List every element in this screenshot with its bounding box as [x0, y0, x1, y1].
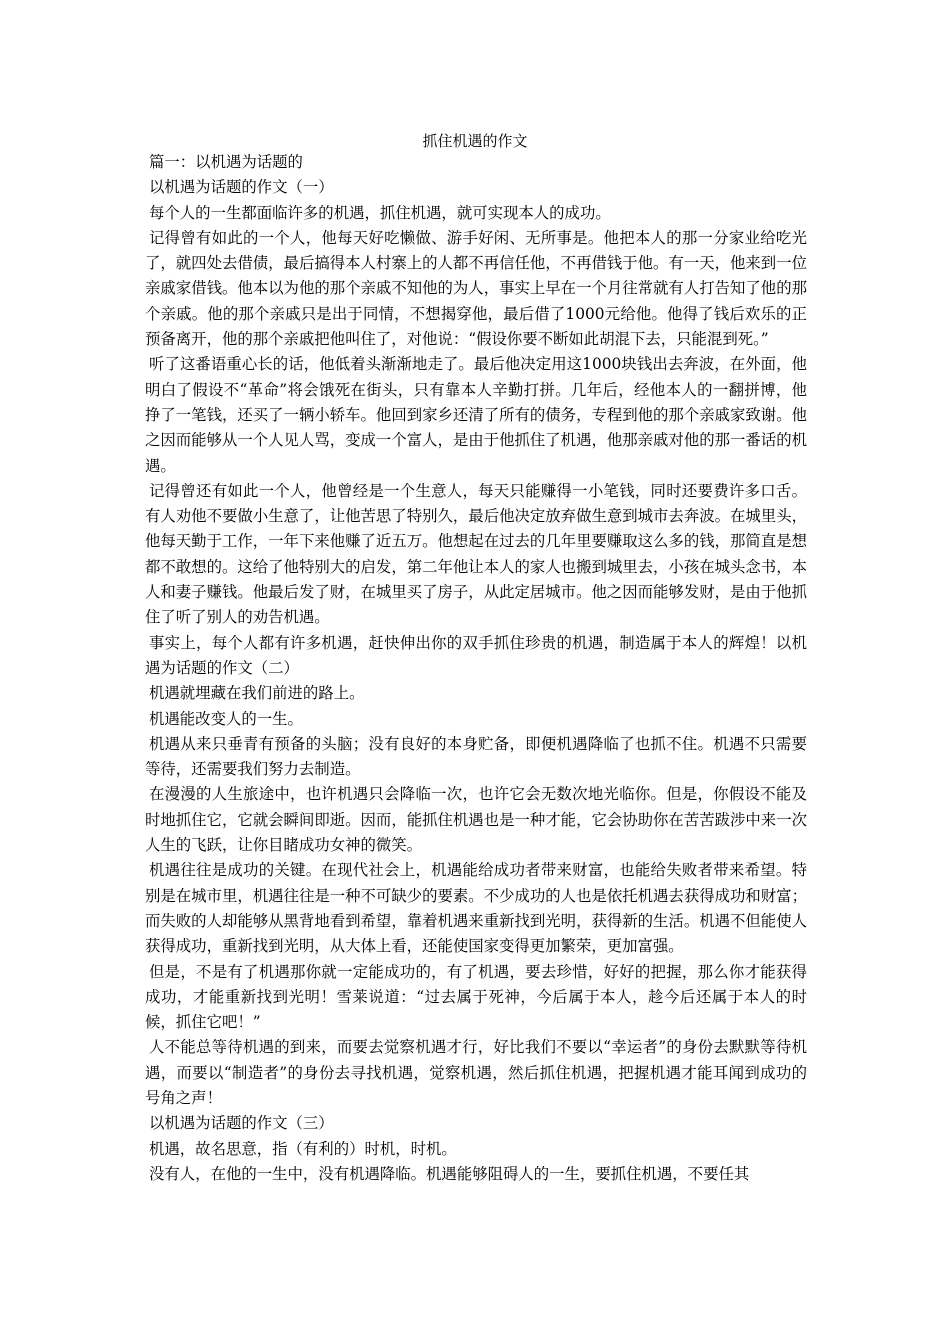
paragraph: 记得曾还有如此一个人，他曾经是一个生意人，每天只能赚得一小笔钱，同时还要费许多口舌。有人劝他不要做小生意了，让他苦思了特别久，最后他决定放弃做生意到城市去奔波。在城里头，他每天勤于工作，一年下来他赚了近五万。他想起在过去的几年里要赚取这么多的钱，那简直是想都不敢想的。这给了他特别大的启发，第二年他让本人的家人也搬到城里去，小孩在城头念书，本人和妻子赚钱。他最后发了财，在城里买了房子，从此定居城市。他之因而能够发财，是由于他抓住了听了别人的劝告机遇。	[145, 481, 807, 627]
paragraph: 记得曾有如此的一个人，他每天好吃懒做、游手好闲、无所事是。他把本人的那一分家业给吃光了，就四处去借债，最后搞得本人村寨上的人都不再信任他，不再借钱于他。有一天，他来到一位亲戚家借钱。他本以为他的那个亲戚不知他的为人，事实上早在一个月往常就有人打告知了他的那个亲戚。他的那个亲戚只是出于同情，不想揭穿他，最后借了1000元给他。他得了钱后欢乐的正预备离开，他的那个亲戚把他叫住了，对他说：“假设你要不断如此胡混下去，只能混到死。”	[145, 228, 807, 349]
paragraph: 机遇往往是成功的关键。在现代社会上，机遇能给成功者带来财富，也能给失败者带来希望。特别是在城市里，机遇往往是一种不可缺少的要素。不少成功的人也是依托机遇去获得成功和财富；而失败的人却能够从黑背地看到希望，靠着机遇来重新找到光明，获得新的生活。机遇不但能使人获得成功，重新找到光明，从大体上看，还能使国家变得更加繁荣，更加富强。	[145, 861, 807, 956]
paragraph: 篇一：以机遇为话题的	[149, 153, 303, 171]
paragraph: 在漫漫的人生旅途中，也许机遇只会降临一次，也许它会无数次地光临你。但是，你假设不能及时地抓住它，它就会瞬间即逝。因而，能抓住机遇也是一种才能，它会协助你在苦苦跋涉中来一次人生的飞跃，让你目睹成功女神的微笑。	[145, 785, 807, 855]
paragraph: 听了这番语重心长的话，他低着头渐渐地走了。最后他决定用这1000块钱出去奔波，在外面，他明白了假设不“革命”将会饿死在街头，只有靠本人辛勤打拼。几年后，经他本人的一翻拼博，他挣了一笔钱，还买了一辆小轿车。他回到家乡还清了所有的债务，专程到他的那个亲戚家致谢。他之因而能够从一个人见人骂，变成一个富人，是由于他抓住了机遇，他那亲戚对他的那一番话的机遇。	[145, 355, 807, 475]
paragraph: 事实上，每个人都有许多机遇，赶快伸出你的双手抓住珍贵的机遇，制造属于本人的辉煌！以机遇为话题的作文（二）	[145, 633, 807, 677]
paragraph: 以机遇为话题的作文（三）	[149, 1114, 334, 1133]
document-body	[145, 150, 807, 1187]
paragraph: 以机遇为话题的作文（一）	[149, 178, 334, 197]
paragraph: 机遇能改变人的一生。	[149, 709, 303, 728]
paragraph: 机遇，故名思意，指（有利的）时机，时机。	[149, 1139, 457, 1158]
paragraph: 机遇从来只垂青有预备的头脑；没有良好的本身贮备，即便机遇降临了也抓不住。机遇不只需要等待，还需要我们努力去制造。	[145, 734, 807, 779]
document-title: 抓住机遇的作文	[422, 132, 528, 150]
paragraph: 每个人的一生都面临许多的机遇，抓住机遇，就可实现本人的成功。	[149, 203, 611, 222]
paragraph: 人不能总等待机遇的到来，而要去觉察机遇才行，好比我们不要以“幸运者”的身份去默默等待机遇，而要以“制造者”的身份去寻找机遇，觉察机遇，然后抓住机遇，把握机遇才能耳闻到成功的号角之声！	[145, 1038, 807, 1107]
paragraph: 但是，不是有了机遇那你就一定能成功的，有了机遇，要去珍惜，好好的把握，那么你才能获得成功，才能重新找到光明！雪莱说道：“过去属于死神，今后属于本人，趁今后还属于本人的时候，抓住它吧！”	[145, 962, 807, 1032]
paragraph: 机遇就埋藏在我们前进的路上。	[149, 684, 365, 703]
paragraph: 没有人，在他的一生中，没有机遇降临。机遇能够阻碍人的一生，要抓住机遇，不要任其	[149, 1164, 750, 1183]
